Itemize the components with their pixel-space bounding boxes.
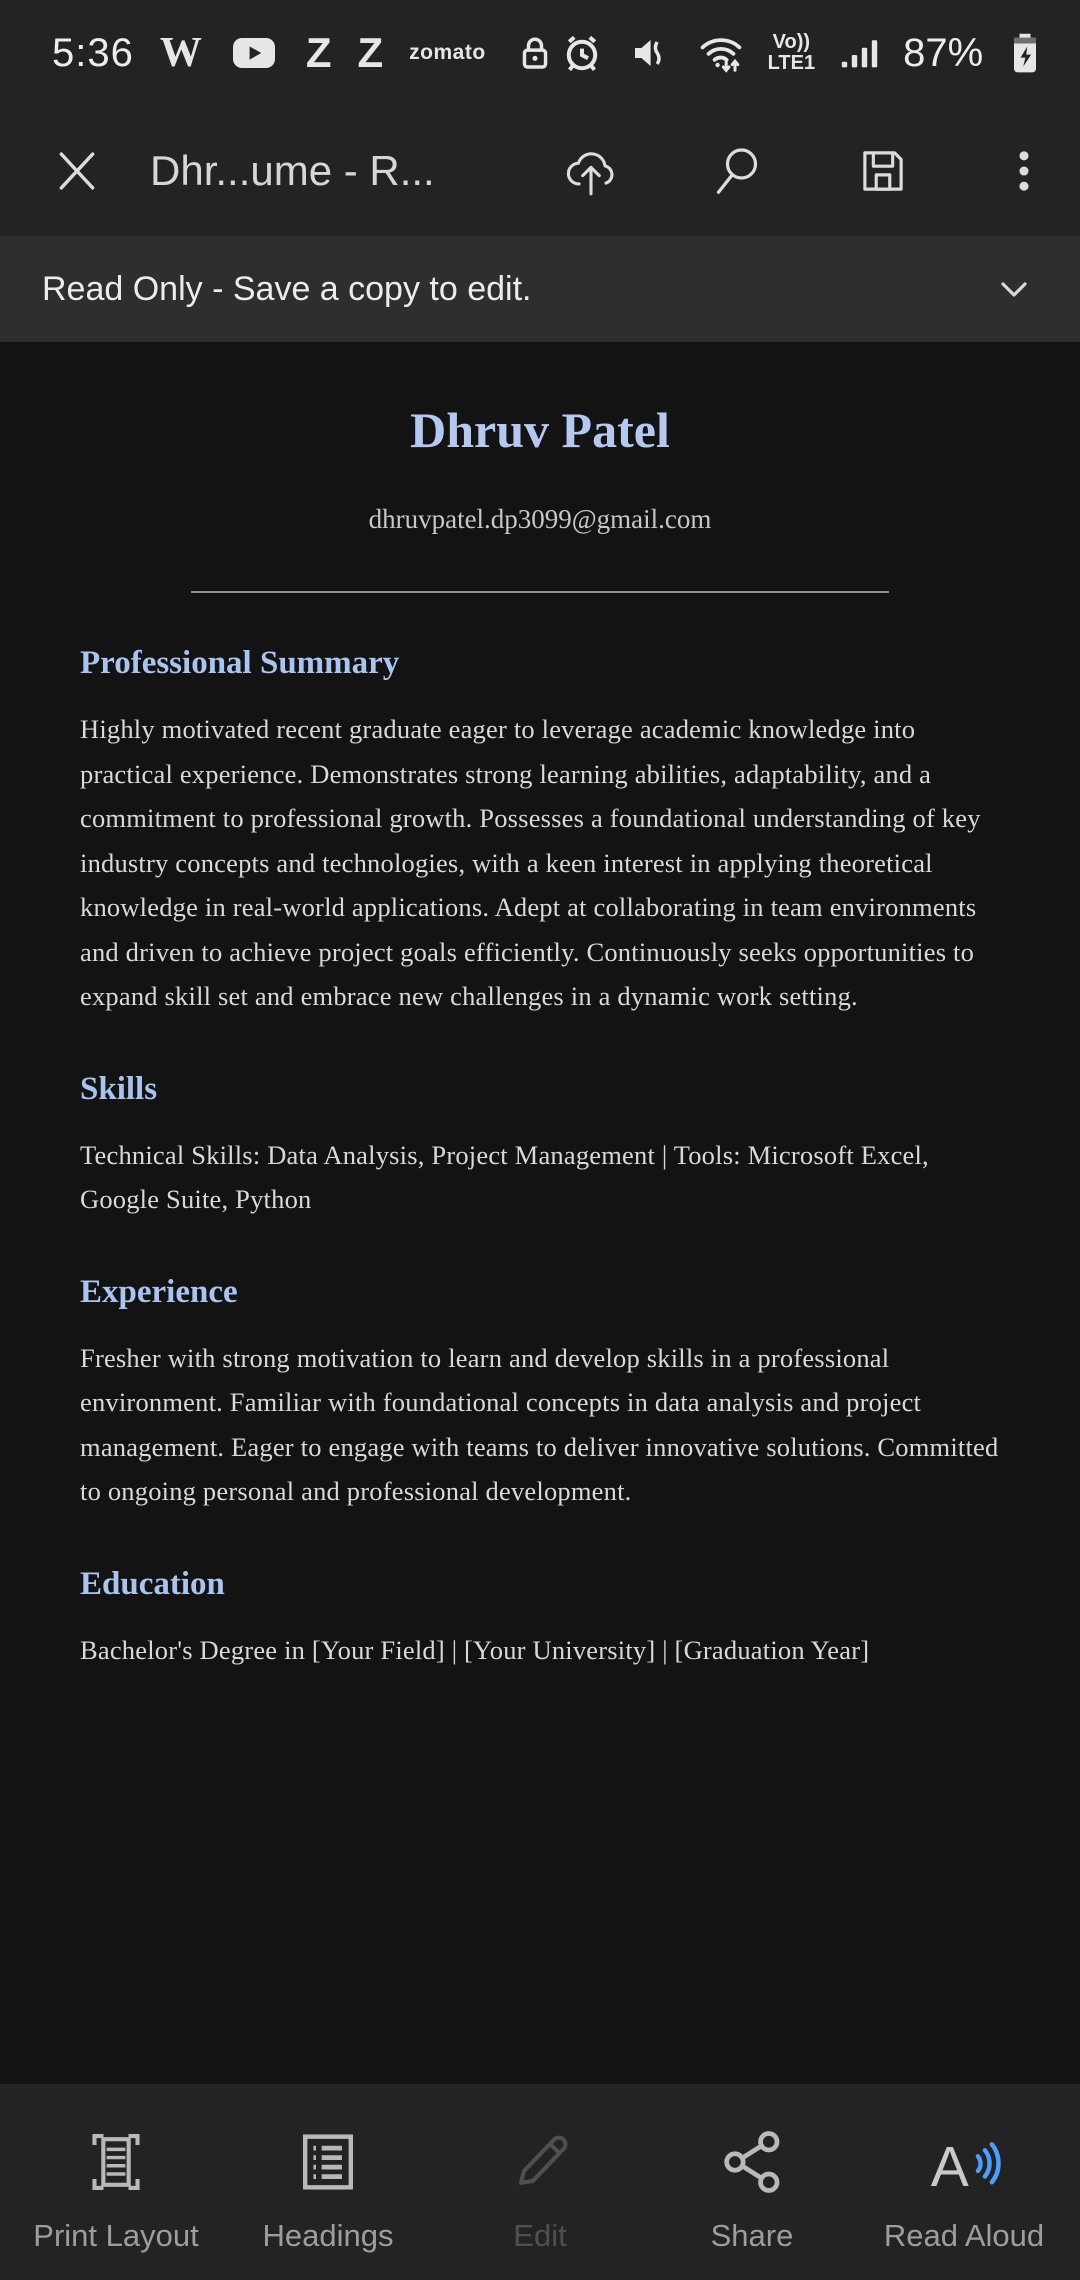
section-education (80, 1564, 1000, 1673)
section-body: Technical Skills: Data Analysis, Project Management | Tools: Microsoft Excel, Google Suite, Python (80, 1139, 929, 1214)
lock-icon (512, 29, 558, 77)
section-body: Bachelor's Degree in [Your Field] | [Your University] | [Graduation Year] (80, 1634, 870, 1665)
read-only-banner-text: Read Only - Save a copy to edit. (42, 269, 532, 308)
edit-pencil-icon (502, 2124, 578, 2200)
read-only-banner[interactable] (0, 236, 1080, 342)
print-layout-icon (78, 2124, 154, 2200)
wifi-icon (694, 29, 748, 77)
section-skills (80, 1069, 1000, 1222)
alarm-icon (558, 29, 606, 77)
divider (191, 591, 889, 593)
close-button[interactable] (48, 142, 106, 200)
print-layout-button[interactable] (10, 2098, 222, 2280)
mute-icon (626, 29, 674, 77)
z-notification-icon: Z (305, 29, 332, 76)
chevron-down-icon[interactable] (990, 265, 1038, 313)
headings-label: Headings (262, 2218, 394, 2253)
youtube-notification-icon (228, 29, 280, 77)
bottom-toolbar (0, 2084, 1080, 2280)
app-toolbar (0, 106, 1080, 236)
z-notification-icon-2: Z (357, 29, 384, 76)
edit-button (434, 2098, 646, 2280)
battery-charging-icon (1003, 29, 1047, 77)
read-aloud-icon (922, 2124, 1006, 2200)
section-professional-summary (80, 643, 1000, 1019)
section-body: Highly motivated recent graduate eager to leverage academic knowledge into practical experience. Demonstrates strong learning abilities, adaptability, and a commitment to professional growth. Possesses a foundational understanding of key industry concepts and technologies, with a keen interest in applying theoretical knowledge in real-world applications. Adept at collaborating in team environments and driven to achieve project goals efficiently. Continuously seeks opportunities to expand skill set and embrace new challenges in a dynamic work setting. (80, 714, 981, 1011)
section-body: Fresher with strong motivation to learn and develop skills in a professional environment. Familiar with foundational concepts in data analysis and project management. Eager to engage with teams to deliver innovative solutions. Committed to ongoing personal and professional development. (80, 1342, 999, 1506)
read-aloud-label: Read Aloud (883, 2218, 1045, 2253)
section-experience (80, 1272, 1000, 1514)
overflow-menu-button[interactable] (998, 142, 1050, 200)
document-title: Dhr...ume - R... (150, 147, 435, 194)
document-canvas[interactable] (0, 342, 1080, 2084)
zomato-notification-icon: zomato (409, 41, 486, 64)
battery-percent: 87% (903, 30, 984, 75)
upload-to-cloud-button[interactable] (560, 140, 622, 202)
wikipedia-notification-icon: W (159, 30, 202, 76)
signal-strength-icon (835, 29, 883, 77)
volte-indicator: Vo)) LTE1 (767, 31, 816, 74)
print-layout-label: Print Layout (33, 2218, 199, 2253)
share-button[interactable] (646, 2098, 858, 2280)
section-heading: Professional Summary (80, 645, 400, 681)
svg-text:A: A (930, 2134, 969, 2199)
section-heading: Experience (80, 1273, 238, 1310)
share-icon (714, 2124, 790, 2200)
read-aloud-button[interactable] (858, 2098, 1070, 2280)
share-label: Share (710, 2218, 794, 2253)
section-heading: Skills (80, 1070, 158, 1107)
status-bar (0, 0, 1080, 106)
headings-button[interactable] (222, 2098, 434, 2280)
resume-email: dhruvpatel.dp3099@gmail.com (368, 504, 712, 534)
save-button[interactable] (854, 142, 912, 200)
search-button[interactable] (708, 141, 768, 201)
section-heading: Education (80, 1565, 225, 1602)
headings-icon (290, 2124, 366, 2200)
status-time: 5:36 (52, 30, 134, 75)
resume-name: Dhruv Patel (410, 402, 670, 458)
edit-label: Edit (513, 2218, 567, 2253)
